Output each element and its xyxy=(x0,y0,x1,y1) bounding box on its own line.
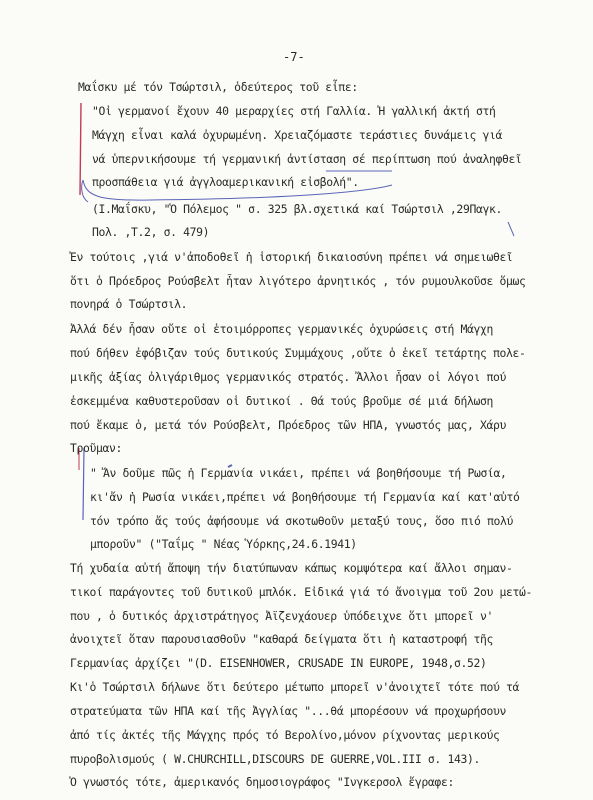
text-line: Τροῦμαν: xyxy=(70,441,123,455)
text-line: Κι'ὁ Τσώρτσιλ δήλωνε ὅτι δεύτερο μέτωπο μπορεῖ ν'ἀνοιχτεῖ τότε πού τά xyxy=(70,680,520,694)
text-line: ὅτι ὁ Πρόεδρος Ρούσβελτ ἦταν λιγότερο ἀρνητικός , τόν ρυμουλκοῦσε ὅμως xyxy=(70,274,526,288)
quote-line: τόν τρόπο ἄς τούς ἀφήσουμε νά σκοτωθοῦν μεταξύ τους, ὅσο πιό πολύ xyxy=(90,514,514,528)
text-line: Γερμανίας ἀρχίζει "(D. EISENHOWER, CRUSADE IN EUROPE, 1948,σ.52) xyxy=(70,656,487,670)
quote-line: προσπάθεια γιά ἀγγλοαμερικανική εἰσβολή". xyxy=(92,175,359,189)
quote-line: Μάγχη εἶναι καλά ὀχυρωμένη. Χρειαζόμαστε τεράστιες δυνάμεις γιά xyxy=(92,128,502,142)
text-line: ἀνοιχτεῖ ὅταν παρουσιασθοῦν "καθαρά δείγματα ὅτι ἡ καταστροφή τῆς xyxy=(70,632,494,646)
text-line: Ἀλλά δέν ἦσαν οὔτε οἱ ἑτοιμόρροπες γερμανικές ὀχυρώσεις στή Μάγχη xyxy=(70,322,494,336)
citation-line: (Ι.Μαΐσκυ, "Ὁ Πόλεμος " σ. 325 βλ.σχετικά καί Τσώρτσιλ ,29Παγκ. xyxy=(92,202,502,216)
quote-line: νά ὑπερνικήσουμε τή γερμανική ἀντίσταση σέ περίπτωση πού ἀναληφθεῖ xyxy=(92,152,522,166)
text-line: πού δήθεν ἐφόβιζαν τούς δυτικούς Συμμάχους ,οὔτε ὁ ἐκεῖ τετάρτης πολε- xyxy=(70,346,526,360)
text-line: στρατεύματα τῶν ΗΠΑ καί τῆς Ἀγγλίας "...θά μπορέσουν νά προχωρήσουν xyxy=(70,704,507,718)
text-line: τικοί παράγοντες τοῦ δυτικοῦ μπλόκ. Εἰδικά γιά τό ἄνοιγμα τοῦ 2ου μετώ- xyxy=(70,585,533,599)
quote-line: κι'ἄν ἡ Ρωσία νικάει,πρέπει νά βοηθήσουμε τή Γερμανία καί κατ'αὐτό xyxy=(90,490,520,504)
text-line: πονηρά ὁ Τσώρτσιλ. xyxy=(70,297,188,311)
page-number: -7- xyxy=(283,50,305,64)
text-line: που , ὁ δυτικός ἀρχιστράτηγος Ἀϊζενχάουερ ὑπόδειχνε ὅτι μπορεῖ ν' xyxy=(70,609,494,623)
text-line: Ὁ γνωστός τότε, ἀμερικανός δημοσιογράφος "Ινγκερσολ ἔγραφε: xyxy=(70,775,454,789)
text-line: μικῆς ἀξίας ὀλιγάριθμος γερμανικός στρατός. Ἄλλοι ἦσαν οἱ λόγοι πού xyxy=(70,370,507,384)
text-line: ἀπό τίς ἀκτές τῆς Μάγχης πρός τό Βερολίνο,μόνον ρίχνοντας μερικούς xyxy=(70,728,500,742)
quote-line: " Ἄν δοῦμε πῶς ἡ Γερμανία νικάει, πρέπει νά βοηθήσουμε τή Ρωσία, xyxy=(90,466,507,480)
text-line: Τή χυδαία αὐτή ἄποψη τήν διατύπωναν κάπως κομψότερα καί ἄλλοι σημαν- xyxy=(70,561,513,575)
text-line: Ἐν τούτοις ,γιά ν'ἀποδοθεῖ ἡ ἱστορική δικαιοσύνη πρέπει νά σημειωθεῖ xyxy=(70,250,513,264)
quote-line: "Οἱ γερμανοί ἔχουν 40 μεραρχίες στή Γαλλία. Ἡ γαλλική ἀκτή στή xyxy=(92,104,496,118)
quote-line: μποροῦν" ("Ταΐμς " Νέας Ὑόρκης,24.6.1941) xyxy=(90,537,357,551)
text-line: Μαΐσκυ μέ τόν Τσώρτσιλ, ὁδεύτερος τοῦ εἶπε: xyxy=(78,80,358,94)
text-line: πού ἔκαμε ὁ, μετά τόν Ρούσβελτ, Πρόεδρος τῶν ΗΠΑ, γνωστός μας, Χάρυ xyxy=(70,418,507,432)
text-line: πυροβολισμούς ( W.CHURCHILL,DISCOURS DE GUERRE,VOL.III σ. 143). xyxy=(70,752,480,766)
text-line: ἐσκεμμένα καθυστεροῦσαν οἱ δυτικοί . Θά τούς βροῦμε σέ μιά δήλωση xyxy=(70,394,494,408)
citation-line: Πολ. ,Τ.2, σ. 479) xyxy=(92,225,210,239)
